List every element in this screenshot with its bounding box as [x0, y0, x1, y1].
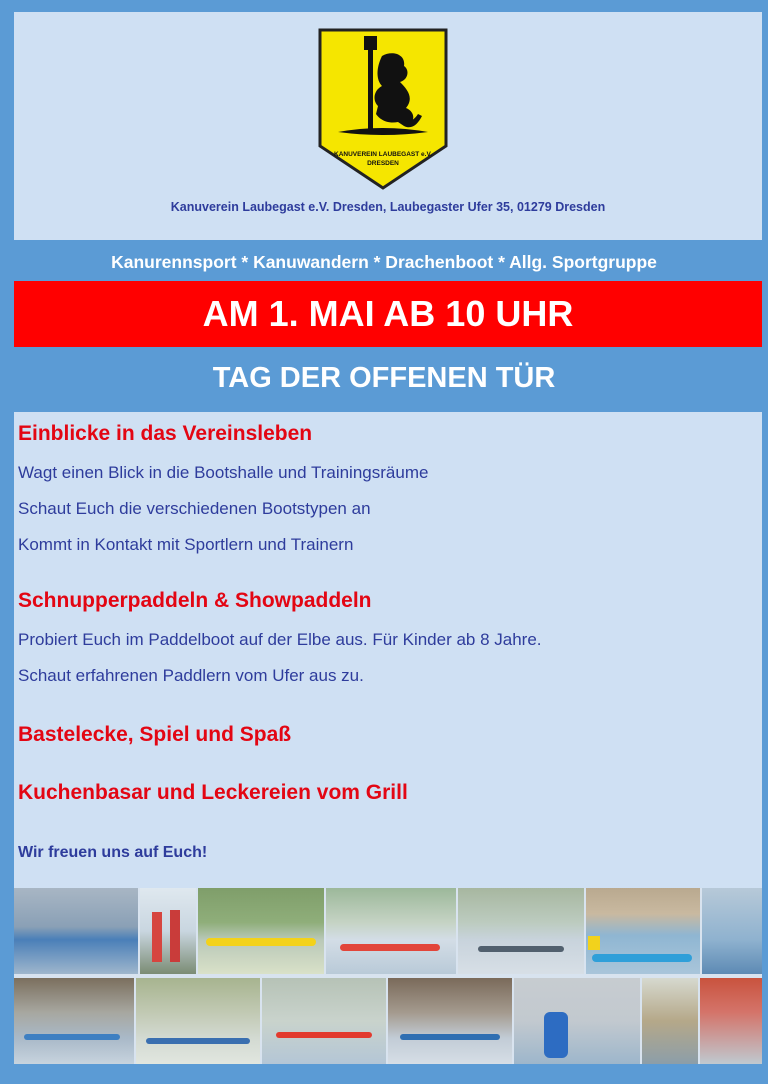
section-line: Probiert Euch im Paddelboot auf der Elbe aus. Für Kinder ab 8 Jahre. — [18, 630, 542, 649]
section-heading: Einblicke in das Vereinsleben — [18, 422, 313, 445]
event-title: TAG DER OFFENEN TÜR — [212, 362, 556, 394]
section-heading: Bastelecke, Spiel und Spaß — [18, 723, 292, 746]
photo-tile — [136, 978, 260, 1064]
photo-tile — [388, 978, 512, 1064]
closing-line: Wir freuen uns auf Euch! — [18, 844, 208, 861]
photo-tile — [702, 888, 762, 974]
date-banner-text: AM 1. MAI AB 10 UHR — [202, 293, 574, 334]
photo-tile — [642, 978, 698, 1064]
logo-text-line1: KANUVEREIN LAUBEGAST e.V. — [334, 151, 432, 158]
photo-tile — [326, 888, 456, 974]
photo-tile — [140, 888, 196, 974]
photo-tile — [458, 888, 584, 974]
section-line: Schaut erfahrenen Paddlern vom Ufer aus zu. — [18, 666, 364, 685]
photo-collage — [14, 888, 762, 1064]
section-heading: Schnupperpaddeln & Showpaddeln — [18, 589, 372, 612]
photo-tile — [198, 888, 324, 974]
logo-text-line2: DRESDEN — [367, 160, 399, 167]
header-panel — [14, 12, 762, 240]
photo-tile — [586, 888, 700, 974]
section-line: Schaut Euch die verschiedenen Bootstypen an — [18, 499, 371, 518]
photo-tile — [262, 978, 386, 1064]
photo-tile — [700, 978, 762, 1064]
disciplines-line: Kanurennsport * Kanuwandern * Drachenboot * Allg. Sportgruppe — [111, 252, 657, 272]
section-line: Wagt einen Blick in die Bootshalle und Trainingsräume — [18, 463, 429, 482]
club-logo — [318, 28, 448, 190]
photo-tile — [14, 888, 138, 974]
section-heading: Kuchenbasar und Leckereien vom Grill — [18, 781, 408, 804]
content-panel — [14, 412, 762, 888]
date-banner — [14, 281, 762, 347]
section-line: Kommt in Kontakt mit Sportlern und Trainern — [18, 535, 354, 554]
club-address: Kanuverein Laubegast e.V. Dresden, Laubegaster Ufer 35, 01279 Dresden — [170, 200, 606, 214]
photo-tile — [514, 978, 640, 1064]
photo-tile — [14, 978, 134, 1064]
